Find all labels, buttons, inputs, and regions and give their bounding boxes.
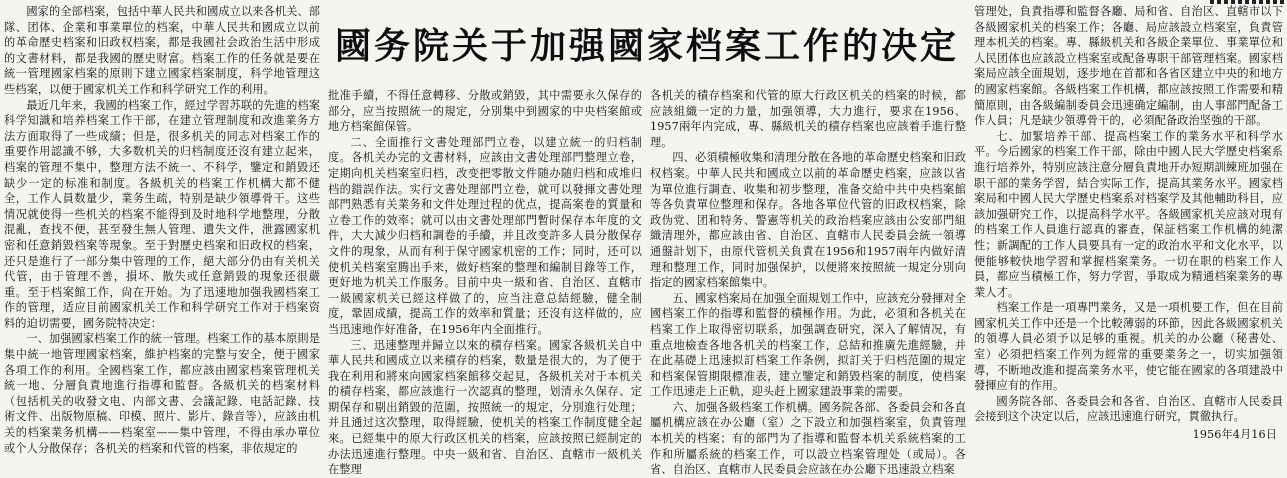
paragraph: 最近几年来，我國的档案工作，經过学習苏联的先進的档案科学知識和培养档案工作干部，在建立管理制度和改進業务方法方面取得了一些成績；但是，很多机关的同志对档案工作的重要作用認識不够，大多数机关的归档制度还沒有建立起来，档案的管理不集中，整理方法不統一、不科学，鑒定和銷毀还缺少一定的标准和制度。各級机关的档案工作机構大都不健全，工作人員数量少，業务生疏，特别是缺少領導骨干。这些情况就使得一些机关的档案不能得到及时地科学地整理，分散混亂，查找不便，甚至發生無人管理、遺失文件，泄露國家机密和任意銷毀档案等現象。至于對歷史档案和旧政权的档案，还只是進行了一部分集中管理的工作，絕大部分仍由有关机关代管，由于管理不善，損坏、散失或任意銷毀的現象还很嚴重。至于档案館工作，尙在开始。为了迅速地加强我國档案工作的管理，适应目前國家机关工作和科学研究工作对于档案资料的迫切需要，國务院特决定： [4,98,320,330]
paragraph: 档案工作是一項專門業务，又是一項机要工作，但在目前國家机关工作中还是一个比較薄弱的环節，因此各級國家机关的領導人員必須予以足够的重視。机关的办公廳（秘書处、室）必須把档案工作列为經常的重要業务之一，切实加强領導，不断地改進和提高業务水平，使它能在國家的各項建設中發揮应有的作用。 [974,301,1283,393]
paragraph: 國家的全部档案，包括中華人民共和國成立以来各机关、部隊、团体、企業和事業單位的档案，中華人民共和國成立以前的革命歷史档案和旧政权档案，都是我國社会政治生活中形成的文書材料，都是我國的歷史财富。档案工作的任务就是要在統一管理國家档案的原則下建立國家档案制度，科学地管理这些档案，以便于國家机关工作和科学研究工作的利用。 [4,5,320,96]
paragraph: 國务院各部、各委員会和各省、自治区、直轄市人民委員会接到这个决定以后，应該迅速進行研究，貫徹执行。 [974,394,1283,424]
column-2 [328,88,642,477]
paragraph: 管理处，負責指導和監督各廳、局和省、自治区、直轄市以下各級國家机关的档案工作；各廳、局应該設立档案室，負責管理本机关的档案。專、縣級机关和各級企業單位、事業單位和人民团体也应該設立档案室或配备專职干部管理档案。國家档案局应該全面規划，逐步地在首都和各省区建立中央的和地方的國家档案館。各級档案工作机構，都应該按照工作需要和精簡原則，由各級編制委員会迅速确定編制，由人事部門配备工作人員；凡是缺少領導骨干的，必須配备政治坚強的干部。 [974,5,1283,128]
document-date: 1956年4月16日 [1192,428,1277,442]
paragraph: 各机关的積存档案和代管的原大行政区机关的档案的时候，都应該組織一定的力量，加强領導，大力進行，要求在1956、1957兩年内完成，專、縣級机关的積存档案也应該着手進行整理。 [650,89,966,149]
paragraph: 七、加緊培养干部、提高档案工作的業务水平和科学水平。今后國家的档案工作干部，除由中國人民大学歷史档案系進行培养外，特别应該注意分層負責地开办短期訓練班加强在职干部的業务学習，結合实际工作，提高其業务水平。國家档案局和中國人民大学歷史档案系对档案学及其他輔助科目，应該加强研究工作，以提高科学水平。各級國家机关应該对現有的档案工作人員進行認真的審查，保証档案工作机構的純潔性；新調配的工作人員要具有一定的政治水平和文化水平，以便能够較快地学習和掌握档案業务。一切在职的档案工作人員，都应当積極工作，努力学習，爭取成为精通档案業务的專業人才。 [974,129,1283,299]
headline: 國务院关于加强國家档案工作的决定 [334,24,959,67]
paragraph: 三、迅速整理并歸立以來的積存档案。國家各級机关自中華人民共和國成立以来積存的档案，数量是很大的，为了便于我在利用和將來向國家档案館移交起見，各級机关对于本机关的積存档案，都应該進行一次認真的整理，划清永久保存、定期保存和剔出銷毀的范圍，按照統一的規定，分別進行处理；并且通过这次整理，取得經驗，使机关的档案工作制度健全起來。已經集中的原大行政区机关的档案，应該按照已經制定的办法迅速進行整理。中央一級和省、自治区、直轄市一級机关在整理 [328,338,642,477]
column-1 [4,4,320,455]
column-3 [650,88,966,477]
column-4 [974,4,1283,442]
paragraph: 四、必須積極收集和清理分散在各地的革命歷史档案和旧政权档案。中華人民共和國成立以前的革命歷史档案，应該以省为單位進行調查、收集和初步整理，准备交給中共中央档案館等各负責單位整理和保存。各地各單位代管的旧政权档案，除政伪党、团和特务、警憲等机关的政治档案应該由公安部門組織清理外，都应該由省、自治区、直轄市人民委員会統一領導通盤計划下，由原代管机关負責在1956和1957兩年内做好清理和整理工作，同时加强保护，以便將來按照統一規定分別向指定的國家档案館集中。 [650,151,966,290]
paragraph: 二、全面推行文書处理部門立卷，以建立統一的归档制度。各机关办完的文書材料，应該由文書处理部門整理立卷，定期向机关档案室归档，改变把零散文件随办随归档和成堆归档的錯誤作法。实行文書处理部門立卷，就可以發揮文書处理部門熟悉有关業务和文件处理过程的优点，提高案卷的質量和立卷工作的效率；就可以由文書处理部門暫时保存本年度的文件，大大減少归档和調卷的手續，并且改变許多人員分散保存文件的現象，从而有利于保守國家机密的工作；同时，还可以使机关档案室腾出手来，做好档案的整理和編制目錄等工作，更好地为机关工作服务。目前中央一級和省、自治区、直轄市一級國家机关已經这样做了的，应当注意总結經驗，健全制度，鞏固成績，提高工作的效率和質量；还沒有这样做的，应当迅速地作好准备，在1956年内全面推行。 [328,135,642,336]
paragraph: 一、加强國家档案工作的統一管理。档案工作的基本原則是集中統一地管理國家档案，維护档案的完整与安全，便于國家各項工作的利用。全國档案工作，都应該由國家档案管理机关統一地、分層負責地進行指導和監督。各級机关的档案材料（包括机关的收發文电、内部文書、会議記錄、电話記錄、技術文件、出版物原稿、印模、照片、影片、錄音等），应該由机关的档案業务机構——档案室——集中管理，不得由承办單位或个人分散保存；各机关的档案和代管的档案，非依規定的 [4,332,320,455]
paragraph: 五、國家档案局在加强全面規划工作中，应該充分發揮对全國档案工作的指導和監督的積極作用。为此，必須和各机关在档案工作上取得密切联系，加强調查研究，深入了解情况，有重点地檢查各地各机关的档案工作，总結和推廣先進經驗，并在此基礎上迅速拟訂档案工作条例，拟訂关于归档范圍的規定和档案保管期限標准表，建立鑒定和銷毀档案的制度，使档案工作迅速走上正軌，迎头赶上國家建設事業的需要。 [650,291,966,399]
paragraph: 六、加强各級档案工作机構。國务院各部、各委員会和各直屬机構应該在办公廳（室）之下設立和加强档案室，负責管理本机关的档案；有的部門为了指導和監督本机关系統档案的工作和所屬系統的档案工作，可以設立档案管理处（或局）。各省、自治区、直轄市人民委員会应該在办公廳下迅速設立档案 [650,400,966,477]
paragraph: 批准手續，不得任意轉移、分散或銷毀，其中需要永久保存的部分，应当按照統一的規定，分別集中到國家的中央档案館或地方档案館保管。 [328,89,642,134]
